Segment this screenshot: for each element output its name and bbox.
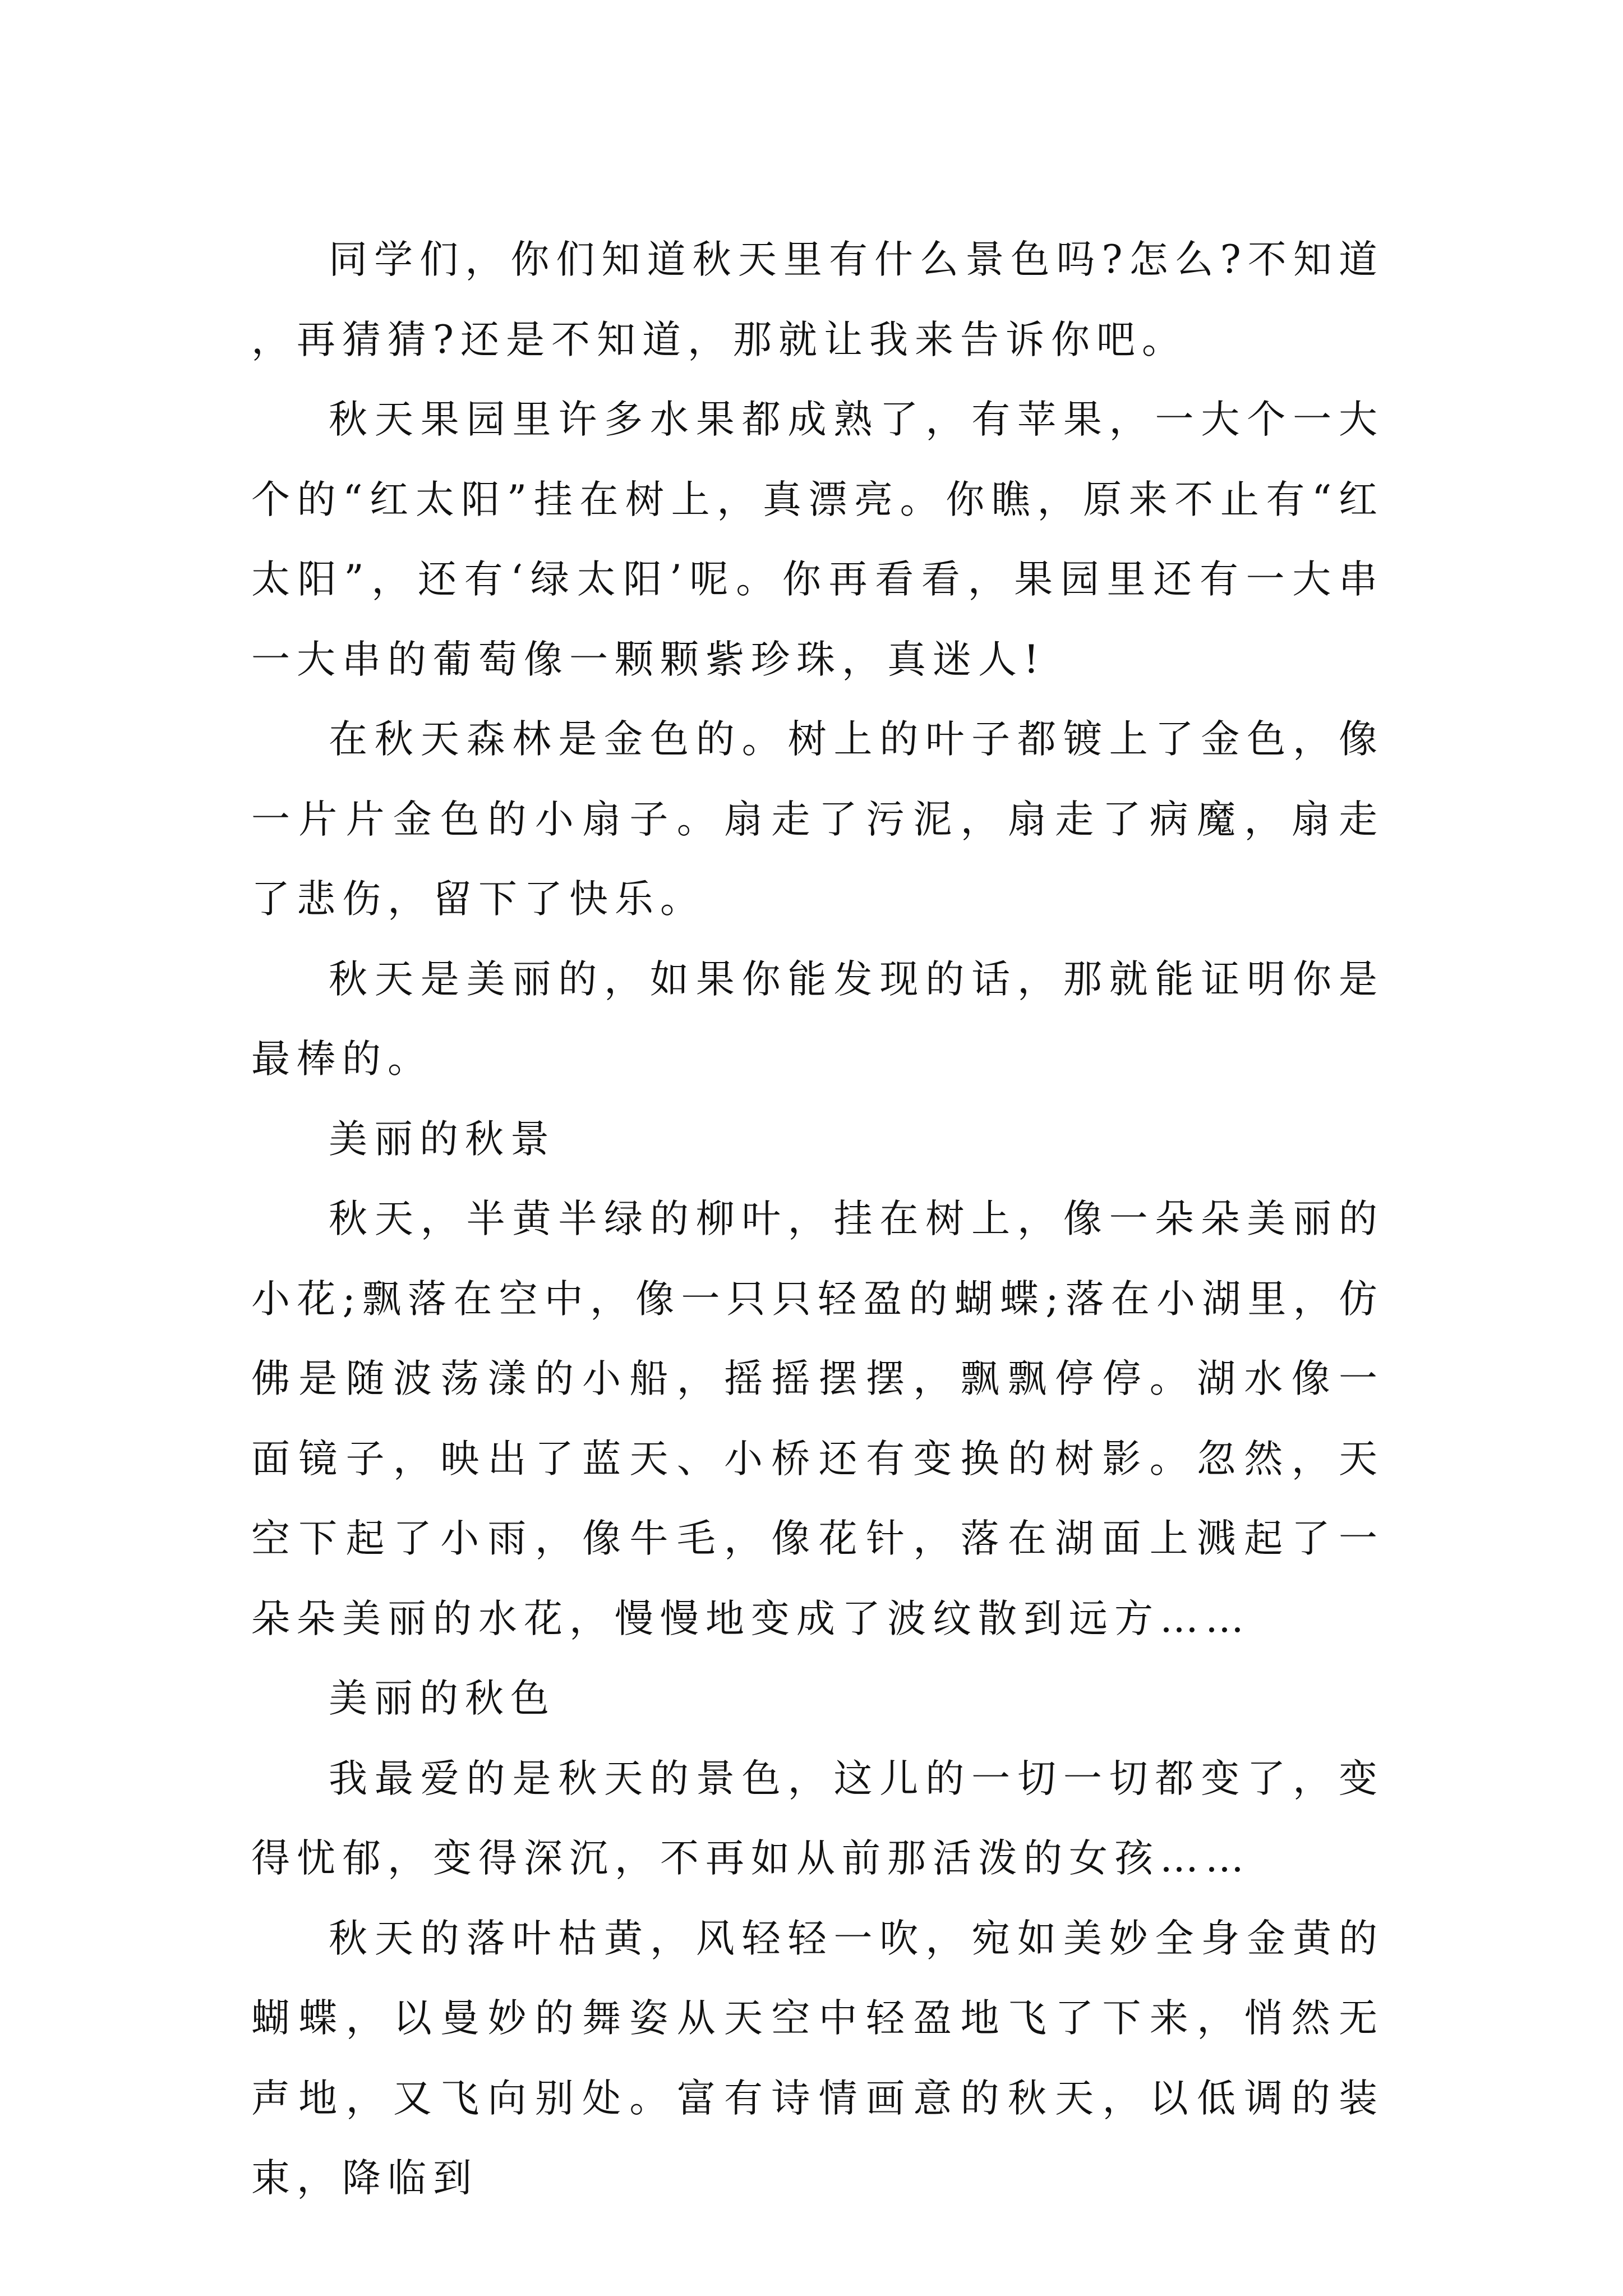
paragraph-1: 同学们，你们知道秋天里有什么景色吗?怎么?不知道，再猜猜?还是不知道，那就让我来告诉你吧。 bbox=[251, 237, 1384, 362]
document-body bbox=[251, 220, 1384, 2217]
paragraph-2: 秋天果园里许多水果都成熟了，有苹果，一大个一大个的“红太阳”挂在树上，真漂亮。你瞧，原来不止有“红太阳”，还有‘绿太阳’呢。你再看看，果园里还有一大串一大串的葡萄像一颗颗紫珍珠，真迷人! bbox=[251, 397, 1384, 682]
paragraph-3: 在秋天森林是金色的。树上的叶子都镀上了金色，像一片片金色的小扇子。扇走了污泥，扇走了病魔，扇走了悲伤，留下了快乐。 bbox=[251, 717, 1384, 922]
paragraph-6: 我最爱的是秋天的景色，这儿的一切一切都变了，变得忧郁，变得深沉，不再如从前那活泼的女孩…… bbox=[251, 1756, 1384, 1881]
section-heading-autumn-scenery: 美丽的秋景 bbox=[329, 1116, 556, 1162]
section-heading-autumn-colors: 美丽的秋色 bbox=[329, 1676, 556, 1721]
paragraph-7: 秋天的落叶枯黄，风轻轻一吹，宛如美妙全身金黄的蝴蝶，以曼妙的舞姿从天空中轻盈地飞了下来，悄然无声地，又飞向别处。富有诗情画意的秋天，以低调的装束，降临到 bbox=[251, 1916, 1384, 2201]
paragraph-5: 秋天，半黄半绿的柳叶，挂在树上，像一朵朵美丽的小花;飘落在空中，像一只只轻盈的蝴蝶;落在小湖里，仿佛是随波荡漾的小船，摇摇摆摆，飘飘停停。湖水像一面镜子，映出了蓝天、小桥还有变换的树影。忽然，天空下起了小雨，像牛毛，像花针，落在湖面上溅起了一朵朵美丽的水花，慢慢地变成了波纹散到远方…… bbox=[251, 1197, 1384, 1641]
paragraph-4: 秋天是美丽的，如果你能发现的话，那就能证明你是最棒的。 bbox=[251, 956, 1384, 1082]
